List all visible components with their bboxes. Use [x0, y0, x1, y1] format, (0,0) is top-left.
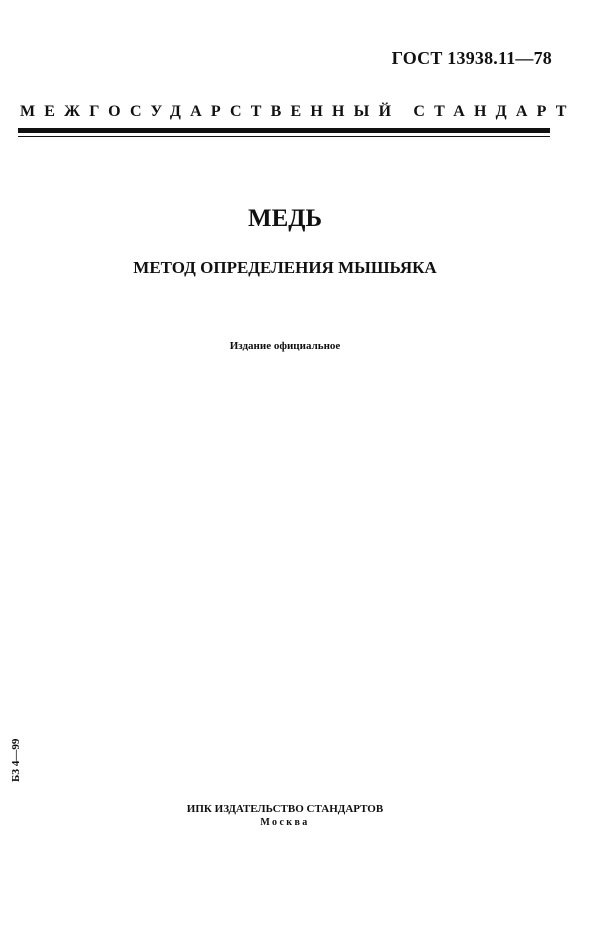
side-code-label: БЗ 4—99: [10, 738, 22, 782]
header-divider-thin: [18, 136, 550, 137]
edition-label: Издание официальное: [229, 340, 341, 352]
document-title: МЕДЬ: [248, 205, 322, 232]
publisher-name: ИПК ИЗДАТЕЛЬСТВО СТАНДАРТОВ: [186, 803, 384, 815]
document-subtitle: МЕТОД ОПРЕДЕЛЕНИЯ МЫШЬЯКА: [133, 258, 437, 277]
standard-type-heading: МЕЖГОСУДАРСТВЕННЫЙ СТАНДАРТ: [20, 103, 576, 120]
header-divider-thick: [18, 128, 550, 133]
publisher-city: Москва: [260, 817, 310, 828]
document-number: ГОСТ 13938.11—78: [391, 48, 552, 68]
